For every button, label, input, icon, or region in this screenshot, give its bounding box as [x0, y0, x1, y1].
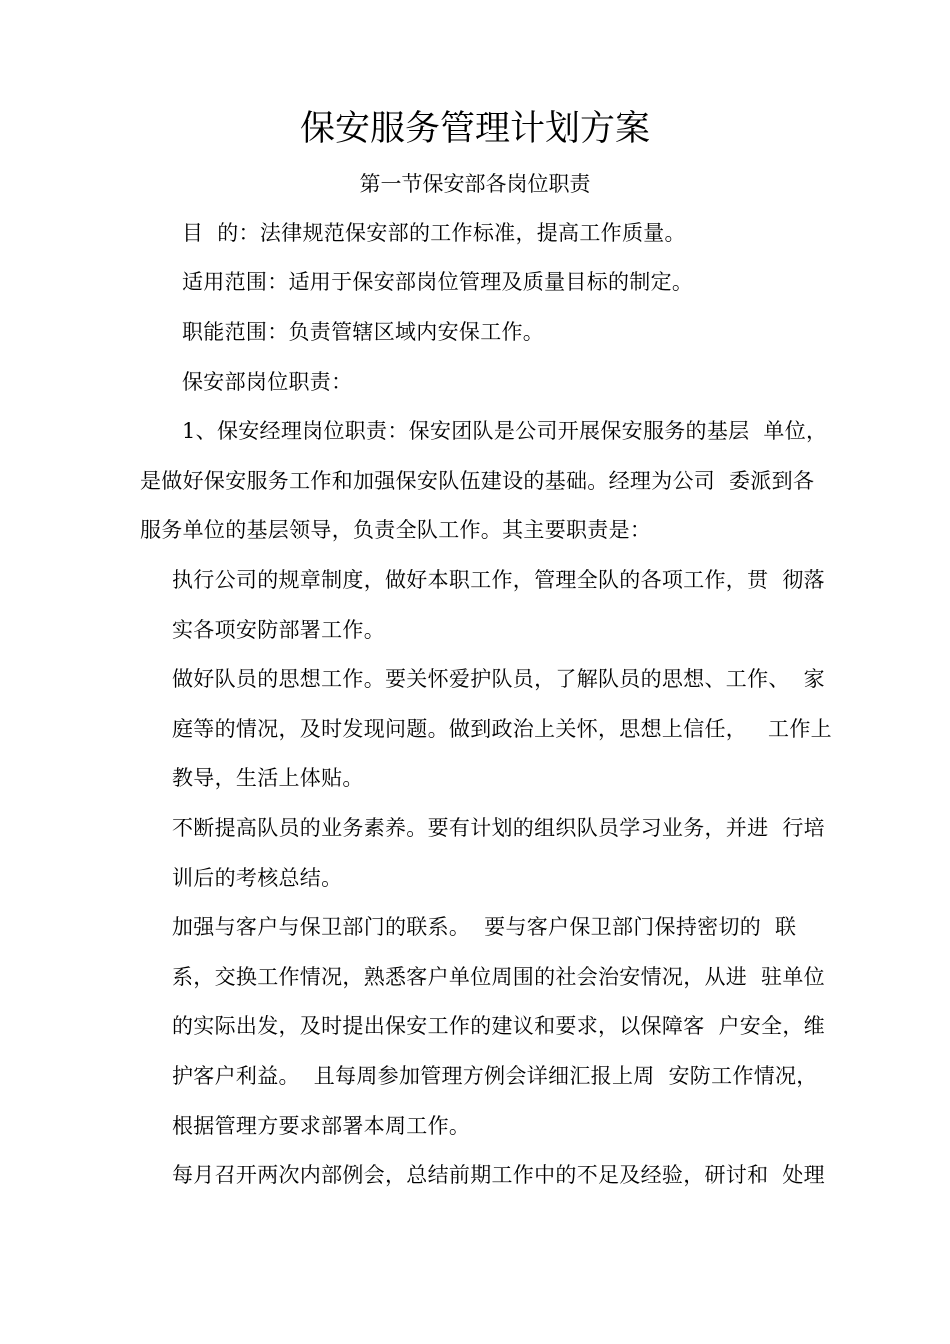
- paragraph-line: 服务单位的基层领导，负责全队工作。其主要职责是：: [140, 518, 652, 542]
- paragraph-line: 根据管理方要求部署本周工作。: [172, 1114, 471, 1138]
- paragraph-line: 保安部岗位职责：: [182, 370, 353, 394]
- paragraph-line: 训后的考核总结。: [172, 866, 343, 890]
- paragraph-line: 护客户利益。 且每周参加管理方例会详细汇报上周 安防工作情况，: [172, 1064, 818, 1088]
- paragraph-line: 教导，生活上体贴。: [172, 766, 364, 790]
- paragraph-line: 加强与客户与保卫部门的联系。 要与客户保卫部门保持密切的 联: [172, 915, 797, 939]
- paragraph-line: 不断提高队员的业务素养。要有计划的组织队员学习业务，并进 行培: [172, 816, 825, 840]
- paragraph-line: 庭等的情况，及时发现问题。做到政治上关怀，思想上信任， 工作上: [172, 717, 832, 741]
- paragraph-line: 职能范围：负责管辖区域内安保工作。: [182, 320, 545, 344]
- document-title: 保安服务管理计划方案: [299, 109, 650, 149]
- paragraph-line: 执行公司的规章制度，做好本职工作，管理全队的各项工作，贯 彻落: [172, 568, 825, 592]
- paragraph-line: 系，交换工作情况，熟悉客户单位周围的社会治安情况，从进 驻单位: [172, 965, 825, 989]
- paragraph-line: 适用范围：适用于保安部岗位管理及质量目标的制定。: [182, 270, 694, 294]
- paragraph-line: 每月召开两次内部例会，总结前期工作中的不足及经验，研讨和 处理: [172, 1163, 825, 1187]
- paragraph-line: 实各项安防部署工作。: [172, 618, 385, 642]
- paragraph-line: 做好队员的思想工作。要关怀爱护队员，了解队员的思想、工作、 家: [172, 667, 825, 691]
- paragraph-line: 是做好保安服务工作和加强保安队伍建设的基础。经理为公司 委派到各: [140, 469, 815, 493]
- paragraph-line: 1、保安经理岗位职责：保安团队是公司开展保安服务的基层 单位，: [182, 419, 828, 443]
- paragraph-line: 目 的：法律规范保安部的工作标准，提高工作质量。: [182, 221, 686, 245]
- paragraph-line: 的实际出发，及时提出保安工作的建议和要求，以保障客 户安全，维: [172, 1014, 825, 1038]
- section-heading: 第一节保安部各岗位职责: [359, 172, 591, 196]
